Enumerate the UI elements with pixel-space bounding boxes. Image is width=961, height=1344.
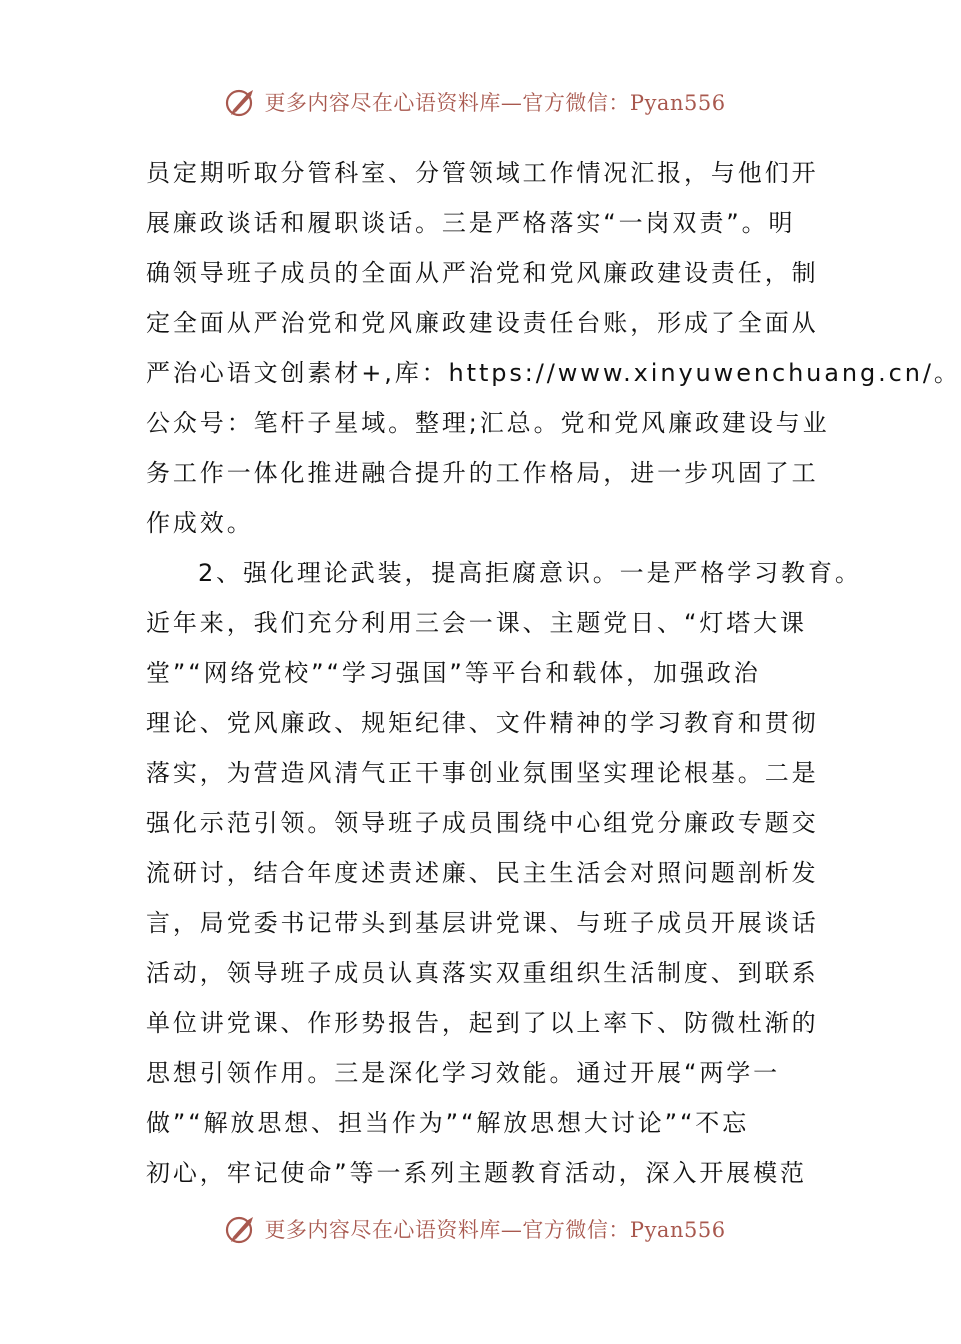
footer-text: 更多内容尽在心语资料库—官方微信：Pyan556 xyxy=(264,1218,726,1242)
text-line: 活动，领导班子成员认真落实双重组织生活制度、到联系 xyxy=(146,959,819,987)
pen-nib-icon xyxy=(224,85,258,119)
text-line: 务工作一体化推进融合提升的工作格局，进一步巩固了工 xyxy=(146,459,819,487)
text-line: 流研讨，结合年度述责述廉、民主生活会对照问题剖析发 xyxy=(146,859,819,887)
text-line: 做”“解放思想、担当作为”“解放思想大讨论”“不忘 xyxy=(146,1109,750,1137)
text-line: 堂”“网络党校”“学习强国”等平台和载体，加强政治 xyxy=(146,659,761,687)
text-line: 理论、党风廉政、规矩纪律、文件精神的学习教育和贯彻 xyxy=(146,709,819,737)
text-line: 强化示范引领。领导班子成员围绕中心组党分廉政专题交 xyxy=(146,809,819,837)
text-line: 近年来，我们充分利用三会一课、主题党日、“灯塔大课 xyxy=(146,609,807,637)
text-line: 定全面从严治党和党风廉政建设责任台账，形成了全面从 xyxy=(146,309,819,337)
document-body xyxy=(146,148,961,1198)
footer-banner xyxy=(0,1209,950,1249)
header-banner xyxy=(0,82,950,122)
text-line: 确领导班子成员的全面从严治党和党风廉政建设责任，制 xyxy=(146,259,819,287)
pen-nib-icon xyxy=(224,1212,258,1246)
text-line: 初心，牢记使命”等一系列主题教育活动，深入开展模范 xyxy=(146,1159,807,1187)
text-line: 展廉政谈话和履职谈话。三是严格落实“一岗双责”。明 xyxy=(146,209,796,237)
text-line: 言，局党委书记带头到基层讲党课、与班子成员开展谈话 xyxy=(146,909,819,937)
text-line: 落实，为营造风清气正干事创业氛围坚实理论根基。二是 xyxy=(146,759,819,787)
text-line: 思想引领作用。三是深化学习效能。通过开展“两学一 xyxy=(146,1059,781,1087)
paragraph-start-line: 2、强化理论武装，提高拒腐意识。一是严格学习教育。 xyxy=(198,559,862,587)
text-line: 员定期听取分管科室、分管领域工作情况汇报，与他们开 xyxy=(146,159,819,187)
text-line: 严治心语文创素材+,库：https://www.xinyuwenchuang.cn/。 xyxy=(146,359,961,387)
text-line: 作成效。 xyxy=(146,509,254,537)
header-text: 更多内容尽在心语资料库—官方微信：Pyan556 xyxy=(264,91,726,115)
text-line: 公众号：笔杆子星域。整理;汇总。党和党风廉政建设与业 xyxy=(146,409,830,437)
text-line: 单位讲党课、作形势报告，起到了以上率下、防微杜渐的 xyxy=(146,1009,819,1037)
